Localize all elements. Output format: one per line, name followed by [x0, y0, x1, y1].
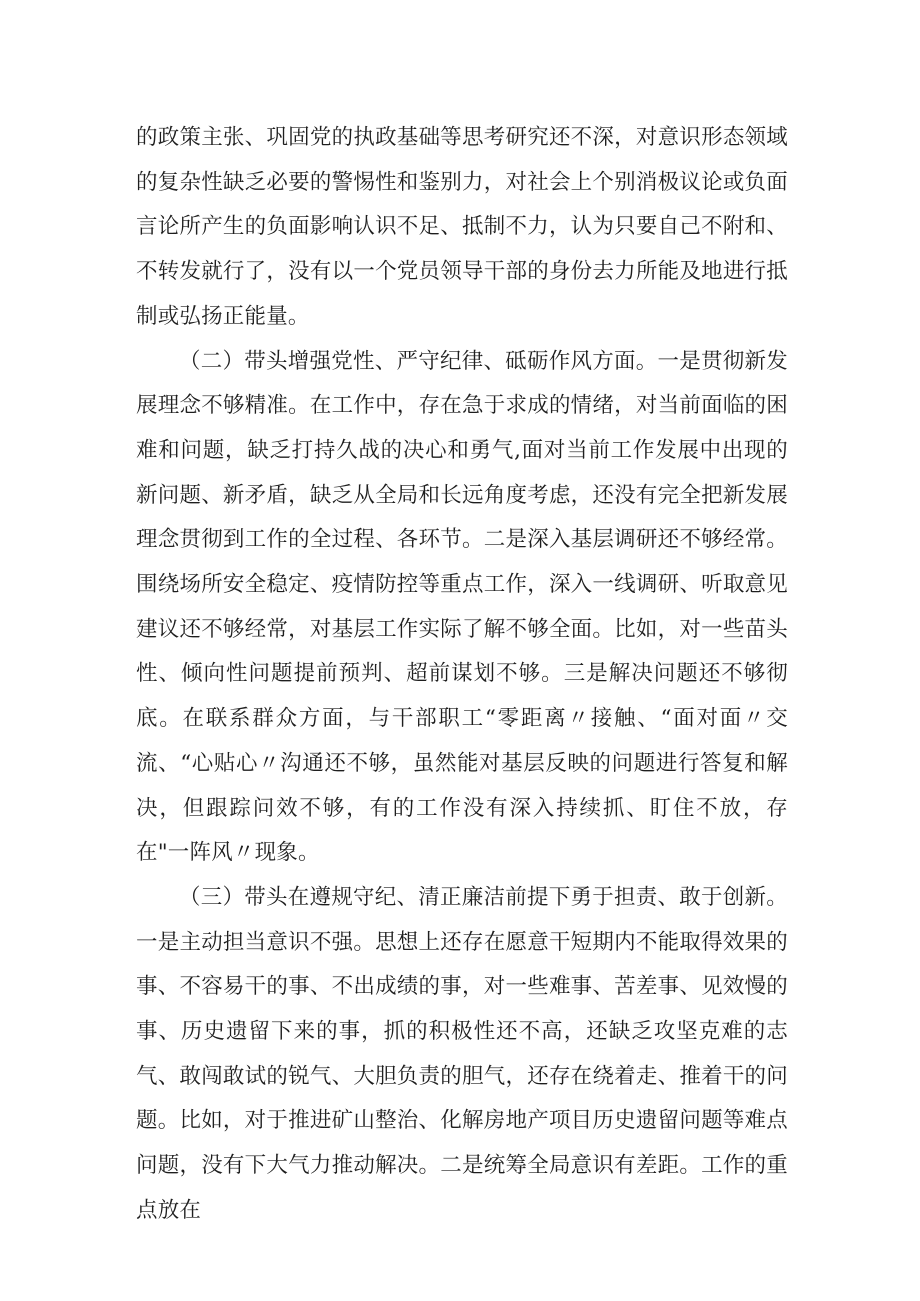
paragraph-continuation: 的政策主张、巩固党的执政基础等思考研究还不深，对意识形态领域的复杂性缺乏必要的警惕性和鉴别力，对社会上个别消极议论或负面言论所产生的负面影响认识不足、抵制不力，认为只要自己不附和、不转发就行了，没有以一个党员领导干部的身份去力所能及地进行抵制或弘扬正能量。	[136, 125, 788, 329]
paragraph-section-three: （三）带头在遵规守纪、清正廉洁前提下勇于担责、敢于创新。一是主动担当意识不强。思想上还存在愿意干短期内不能取得效果的事、不容易干的事、不出成绩的事，对一些难事、苦差事、见效慢的事、历史遗留下来的事，抓的积极性还不高，还缺乏攻坚克难的志气、敢闯敢试的锐气、大胆负责的胆气，还存在绕着走、推着干的问题。比如，对于推进矿山整治、化解房地产项目历史遗留问题等难点问题，没有下大气力推动解决。二是统筹全局意识有差距。工作的重点放在	[136, 884, 788, 1223]
paragraph-section-two: （二）带头增强党性、严守纪律、砥砺作风方面。一是贯彻新发展理念不够精准。在工作中，存在急于求成的情绪，对当前面临的困难和问题，缺乏打持久战的决心和勇气,面对当前工作发展中出现的新问题、新矛盾，缺乏从全局和长远角度考虑，还没有完全把新发展理念贯彻到工作的全过程、各环节。二是深入基层调研还不够经常。围绕场所安全稳定、疫情防控等重点工作，深入一线调研、听取意见建议还不够经常，对基层工作实际了解不够全面。比如，对一些苗头性、倾向性问题提前预判、超前谋划不够。三是解决问题还不够彻底。在联系群众方面，与干部职工“零距离〃接触、“面对面〃交流、“心贴心〃沟通还不够，虽然能对基层反映的问题进行答复和解决，但跟踪问效不够，有的工作没有深入持续抓、盯住不放，存在"一阵风〃现象。	[136, 348, 788, 866]
document-body	[136, 116, 788, 1234]
